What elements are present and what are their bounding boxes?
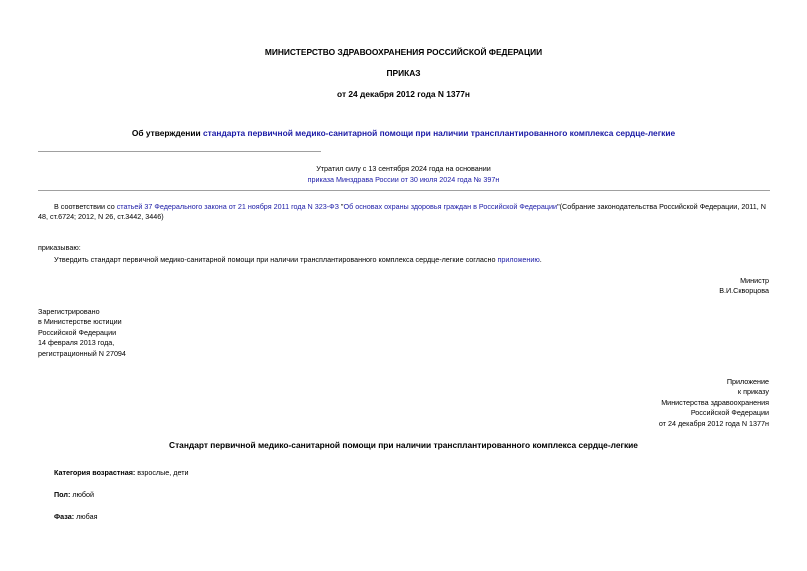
preamble-paragraph — [38, 202, 770, 223]
age-category-value: взрослые, дети — [135, 468, 189, 477]
signature-name: В.И.Скворцова — [719, 286, 769, 296]
preamble-text-1: В соответствии со — [54, 202, 117, 211]
preamble-text-3: "(Собрание законодательства Российской Федерации, 2011, N 48, ст.6724; 2012, N 26, ст.3442, 3446) — [38, 202, 766, 222]
registration-block — [38, 307, 126, 359]
sex-row — [54, 490, 94, 500]
law-title-link[interactable]: Об основах охраны здоровья граждан в Российской Федерации — [343, 202, 558, 211]
registration-line: в Министерстве юстиции — [38, 317, 122, 327]
status-note-line1: Утратил силу с 13 сентября 2024 года на основании — [316, 164, 491, 173]
short-divider — [38, 151, 321, 152]
registration-line: Российской Федерации — [38, 327, 117, 337]
title-standard-link[interactable]: стандарта первичной медико-санитарной помощи при наличии трансплантированного комплекса сердце-легкие — [202, 128, 676, 138]
phase-row — [54, 512, 98, 522]
appendix-line: Приложение — [726, 377, 769, 386]
phase-value: любая — [74, 512, 98, 521]
preamble-text-2: " — [338, 202, 344, 211]
doc-type-heading: ПРИКАЗ — [386, 68, 421, 78]
ministry-heading: МИНИСТЕРСТВО ЗДРАВООХРАНЕНИЯ РОССИЙСКОЙ ФЕДЕРАЦИИ — [264, 47, 543, 57]
order-verb: приказываю: — [38, 243, 81, 252]
appendix-link[interactable]: приложению — [497, 255, 540, 264]
date-number-heading: от 24 декабря 2012 года N 1377н — [337, 89, 470, 99]
order-text: Утвердить стандарт первичной медико-санитарной помощи при наличии трансплантированного комплекса сердце-легкие согласно — [54, 255, 498, 264]
signature-position: Министр — [740, 276, 769, 285]
order-end: . — [539, 255, 542, 264]
order-paragraph — [38, 255, 770, 265]
appendix-line: к приказу — [737, 387, 769, 397]
registration-line: регистрационный N 27094 — [38, 348, 126, 358]
title-prefix: Об утверждении — [131, 128, 203, 138]
signature-block — [719, 276, 769, 297]
age-category-row — [54, 468, 189, 478]
phase-label: Фаза: — [54, 512, 75, 521]
repeal-order-link[interactable]: приказа Минздрава России от 30 июля 2024 года № 397н — [307, 175, 500, 184]
law-article-link[interactable]: статьей 37 Федерального закона от 21 ноября 2011 года N 323-ФЗ — [116, 202, 339, 211]
appendix-line: Российской Федерации — [690, 408, 769, 418]
registration-line: 14 февраля 2013 года, — [38, 338, 115, 348]
long-divider — [38, 190, 770, 191]
appendix-block — [659, 377, 769, 429]
sex-label: Пол: — [54, 490, 71, 499]
age-category-label: Категория возрастная: — [54, 468, 136, 477]
standard-title: Стандарт первичной медико-санитарной помощи при наличии трансплантированного комплекса сердце-легкие — [169, 440, 638, 450]
sex-value: любой — [70, 490, 95, 499]
registration-line: Зарегистрировано — [38, 307, 100, 316]
document-title — [0, 127, 807, 139]
appendix-line: от 24 декабря 2012 года N 1377н — [658, 418, 769, 428]
status-note-line2 — [0, 175, 807, 185]
appendix-line: Министерства здравоохранения — [661, 397, 769, 407]
